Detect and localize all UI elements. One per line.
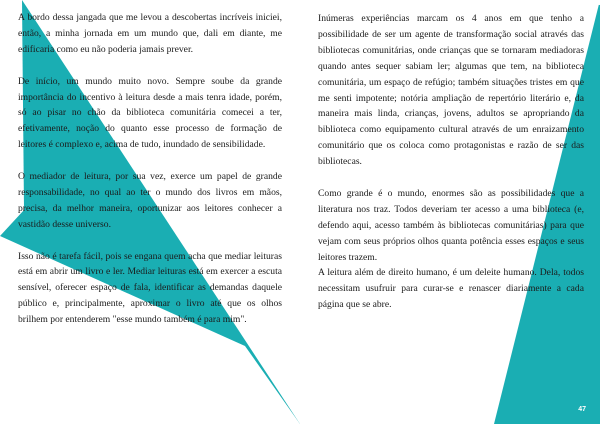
paragraph: Como grande é o mundo, enormes são as possibilidades que a literatura nos traz. Todos deveriam ter acesso a uma biblioteca (e, defendo aqui, acesso também às bibliotecas comunitárias) para que vejam com seus próprios olhos quanta potência esses espaços e seus leitores trazem.: [318, 187, 584, 263]
right-page: [300, 0, 600, 424]
right-text-column: [318, 11, 584, 313]
paragraph: O mediador de leitura, por sua vez, exerce um papel de grande responsabilidade, no qual ao ter o mundo dos livros em mãos, precisa, da melhor maneira, oportunizar aos leitores conhecer a vastidão desse universo.: [18, 171, 282, 230]
page-number: 47: [578, 406, 586, 413]
paragraph: A leitura além de direito humano, é um deleite humano. Dela, todos necessitam usufruir para curar-se e renascer diariamente a cada página que se abre.: [318, 267, 584, 311]
paragraph: Inúmeras experiências marcam os 4 anos em que tenho a possibilidade de ser um agente de transformação social através das bibliotecas comunitárias, onde crianças que se tornaram mediadoras quando antes sequer sabiam ler; algumas que tem, na biblioteca comunitária, um espaço de refúgio; também situações tristes em que me senti impotente; notória ampliação de repertório literário e, da maneira mais linda, crianças, jovens, adultos se apropriando da biblioteca como equipamento cultural através de um enraizamento comunitário que os coloca como protagonistas e razão de ser das bibliotecas.: [318, 13, 584, 168]
paragraph: Isso não é tarefa fácil, pois se engana quem acha que mediar leituras está em abrir um livro e ler. Mediar leituras está em exercer a escuta sensível, oferecer espaço de fala, identificar as demandas daquele público e, principalmente, aproximar o livro até que os olhos brilhem por entenderem "esse mundo também é para mim".: [18, 250, 282, 326]
paragraph: A bordo dessa jangada que me levou a descobertas incríveis iniciei, então, a minha jornada em um mundo que, dali em diante, me edificaria como eu não poderia jamais prever.: [18, 12, 282, 55]
left-text-column: [18, 10, 282, 328]
paragraph: De início, um mundo muito novo. Sempre soube da grande importância do incentivo à leitura desde a mais tenra idade, porém, só ao pisar no chão da biblioteca comunitária comecei a ter, efetivamente, noção do quanto esse processo de formação de leitores é complexo e, acima de tudo, inundado de sensibilidade.: [18, 75, 282, 151]
